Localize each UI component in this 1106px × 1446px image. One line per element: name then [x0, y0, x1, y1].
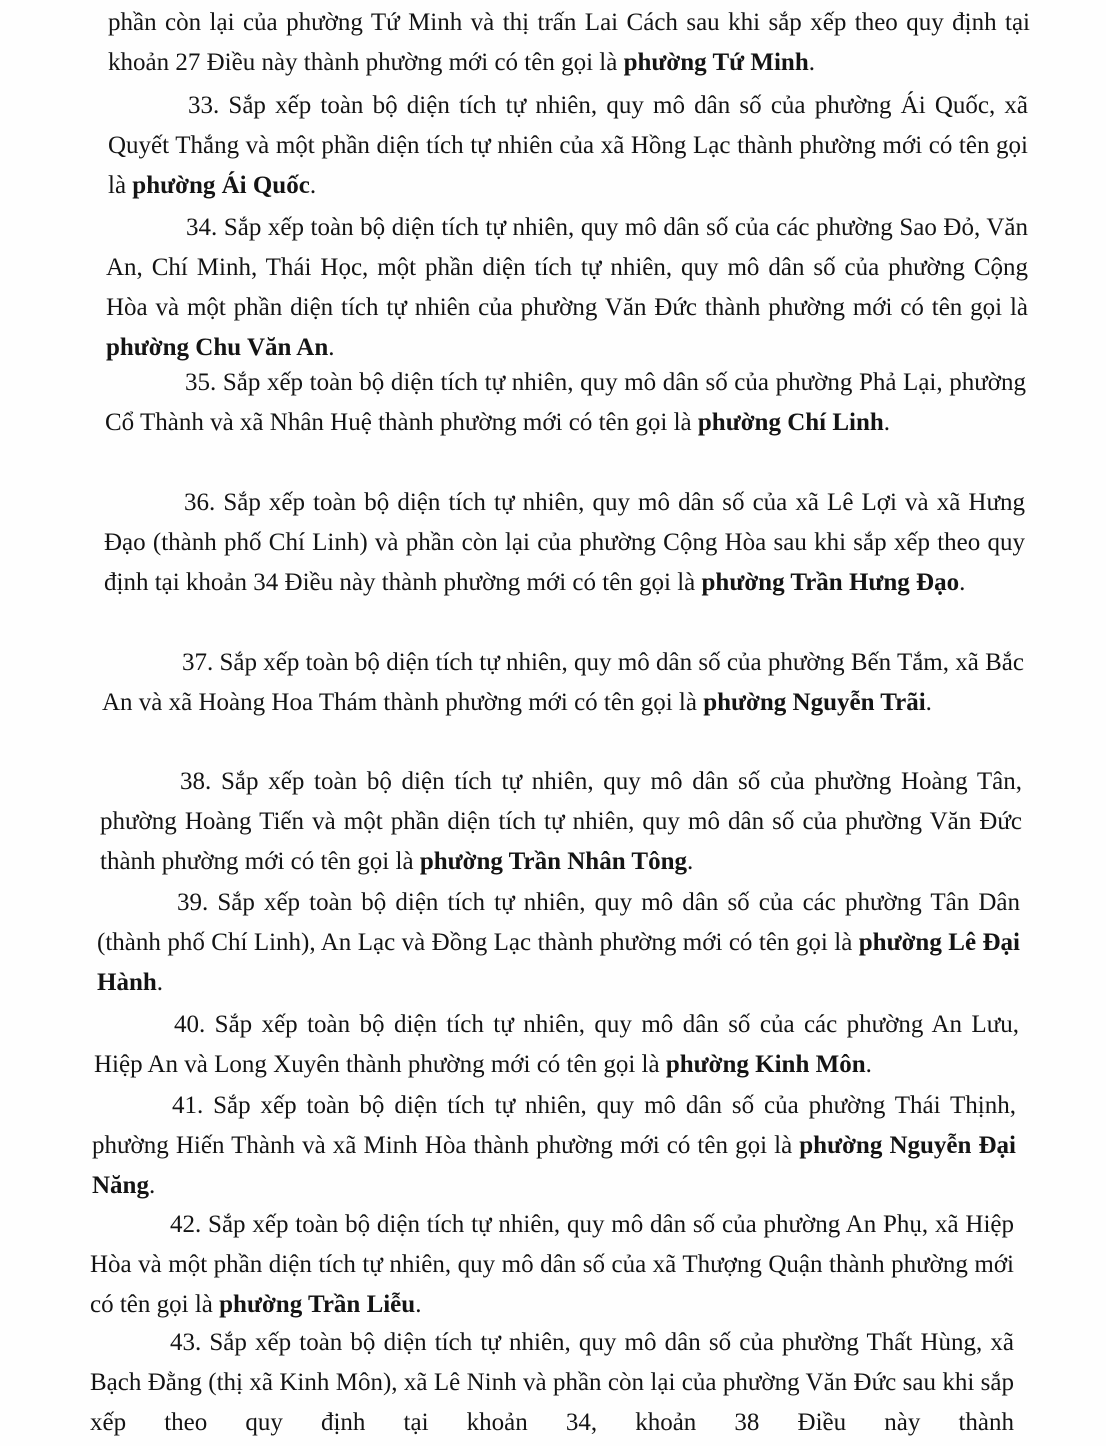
ward-name: phường Trần Hưng Đạo [701, 569, 960, 596]
ward-name: phường Kinh Môn [665, 1051, 866, 1078]
paragraph-33 [108, 86, 1028, 206]
paragraph-text: 41. Sắp xếp toàn bộ diện tích tự nhiên, quy mô dân số của phường Thái Thịnh, phường Hiến Thành và xã Minh Hòa thành phường mới có tên gọi là [92, 1092, 1016, 1159]
paragraph-37 [102, 643, 1024, 723]
paragraph-text: 40. Sắp xếp toàn bộ diện tích tự nhiên, quy mô dân số của các phường An Lưu, Hiệp An và Long Xuyên thành phường mới có tên gọi là [94, 1011, 1019, 1078]
ward-name: phường Trần Liễu [219, 1291, 416, 1318]
paragraph-41 [92, 1086, 1016, 1206]
ward-name: phường Nguyễn Đại Năng [92, 1132, 1016, 1199]
paragraph-text: 39. Sắp xếp toàn bộ diện tích tự nhiên, quy mô dân số của các phường Tân Dân (thành phố Chí Linh), An Lạc và Đồng Lạc thành phường mới có tên gọi là [97, 889, 1020, 956]
paragraph-end: . [415, 1291, 422, 1318]
ward-name: phường Tứ Minh [623, 49, 809, 76]
paragraph-text: 37. Sắp xếp toàn bộ diện tích tự nhiên, quy mô dân số của phường Bến Tắm, xã Bắc An và xã Hoàng Hoa Thám thành phường mới có tên gọi là [102, 649, 1024, 716]
paragraph-38 [100, 762, 1022, 882]
paragraph-end: . [309, 172, 317, 199]
paragraph-text: phần còn lại của phường Tứ Minh và thị trấn Lai Cách sau khi sắp xếp theo quy định tại khoản 27 Điều này thành phường mới có tên gọi là [108, 9, 1030, 76]
ward-name: phường Chí Linh [697, 409, 884, 436]
paragraph-36 [104, 483, 1025, 603]
paragraph-end: . [925, 689, 932, 716]
ward-name: phường Ái Quốc [132, 172, 310, 199]
paragraph-32-continuation [108, 3, 1030, 83]
ward-name: phường Nguyễn Trãi [703, 689, 926, 716]
paragraph-end: . [686, 848, 694, 875]
paragraph-34 [106, 208, 1028, 368]
paragraph-end: . [156, 969, 164, 996]
paragraph-text: 36. Sắp xếp toàn bộ diện tích tự nhiên, quy mô dân số của xã Lê Lợi và xã Hưng Đạo (thành phố Chí Linh) và phần còn lại của phường Cộng Hòa sau khi sắp xếp theo quy định tại khoản 34 Điều này thành phường mới có tên gọi là [104, 489, 1025, 596]
paragraph-end: . [328, 334, 335, 361]
ward-name: phường Chu Văn An [106, 334, 329, 361]
paragraph-43 [90, 1323, 1014, 1443]
paragraph-35 [105, 363, 1026, 443]
paragraph-end: . [808, 49, 815, 76]
paragraph-text: 43. Sắp xếp toàn bộ diện tích tự nhiên, quy mô dân số của phường Thất Hùng, xã Bạch Đằng (thị xã Kinh Môn), xã Lê Ninh và phần còn lại của phường Văn Đức sau khi sắp xếp theo quy định tại khoản 34, khoản 38 Điều này thành [90, 1329, 1014, 1436]
paragraph-text: 38. Sắp xếp toàn bộ diện tích tự nhiên, quy mô dân số của phường Hoàng Tân, phường Hoàng Tiến và một phần diện tích tự nhiên, quy mô dân số của phường Văn Đức thành phường mới có tên gọi là [100, 768, 1022, 875]
paragraph-42 [90, 1205, 1014, 1325]
paragraph-text: 33. Sắp xếp toàn bộ diện tích tự nhiên, quy mô dân số của phường Ái Quốc, xã Quyết Thắng và một phần diện tích tự nhiên của xã Hồng Lạc thành phường mới có tên gọi là [108, 92, 1028, 199]
paragraph-39 [97, 883, 1020, 1003]
paragraph-text: 42. Sắp xếp toàn bộ diện tích tự nhiên, quy mô dân số của phường An Phụ, xã Hiệp Hòa và một phần diện tích tự nhiên, quy mô dân số của xã Thượng Quận thành phường mới có tên gọi là [90, 1211, 1014, 1318]
ward-name: phường Trần Nhân Tông [419, 848, 687, 875]
paragraph-end: . [865, 1051, 872, 1078]
paragraph-text: 35. Sắp xếp toàn bộ diện tích tự nhiên, quy mô dân số của phường Phả Lại, phường Cổ Thành và xã Nhân Huệ thành phường mới có tên gọi là [105, 369, 1026, 436]
ward-name: phường Lê Đại Hành [97, 929, 1020, 996]
paragraph-40 [94, 1005, 1019, 1085]
paragraph-end: . [959, 569, 966, 596]
paragraph-end: . [883, 409, 891, 436]
paragraph-text: 34. Sắp xếp toàn bộ diện tích tự nhiên, quy mô dân số của các phường Sao Đỏ, Văn An, Chí Minh, Thái Học, một phần diện tích tự nhiên, quy mô dân số của phường Cộng Hòa và một phần diện tích tự nhiên của phường Văn Đức thành phường mới có tên gọi là [106, 214, 1028, 321]
paragraph-end: . [148, 1172, 156, 1199]
